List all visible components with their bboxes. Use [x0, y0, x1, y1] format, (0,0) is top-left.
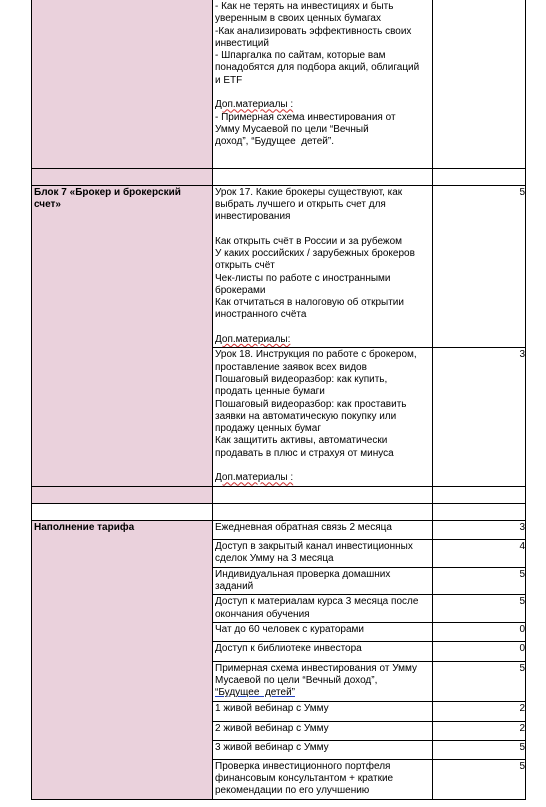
- text-line: Умму Мусаевой по цели “Вечный: [215, 123, 369, 135]
- text-line: Как защитить активы, автоматически: [215, 435, 388, 447]
- value-cell: 3: [433, 348, 526, 486]
- text-line: Доступ к материалам курса 3 месяца после: [215, 596, 419, 608]
- text-line: продать ценные бумаги: [215, 386, 325, 398]
- text-line: 1 живой вебинар с Умму: [215, 702, 329, 714]
- text-line: Мусаевой по цели “Вечный доход”,: [215, 675, 378, 687]
- text-line: финансовым консультантом + краткие: [215, 773, 394, 785]
- tariff-item-cell: [213, 567, 433, 595]
- block-title-cell: Наполнение тарифа: [32, 520, 213, 799]
- tariff-item-cell: [213, 595, 433, 623]
- table-row: [32, 0, 526, 168]
- value-cell: 2: [433, 721, 526, 740]
- text-line: Индивидуальная проверка домашних: [215, 568, 391, 580]
- value-cell: 3: [433, 520, 526, 539]
- text-line: продавать в плюс и страхуя от минуса: [215, 447, 394, 459]
- tariff-item-cell: [213, 721, 433, 740]
- text-line: доход”, “Будущее детей”.: [215, 136, 334, 148]
- text-line: проставление заявок всех видов: [215, 361, 367, 373]
- text-line: [215, 460, 430, 472]
- value-cell: 0: [433, 641, 526, 661]
- block-title-cell: [32, 0, 213, 168]
- text-line: - Как не терять на инвестициях и быть: [215, 1, 394, 12]
- text-line: заявки на автоматическую покупку или: [215, 410, 397, 422]
- text-line: уверенным в своих ценных бумагах: [215, 13, 381, 25]
- spacer-cell: [433, 503, 526, 520]
- text-line: Доступ в закрытый канал инвестиционных: [215, 540, 413, 552]
- text-line: иностранного счёта: [215, 309, 307, 321]
- text-line: [215, 322, 430, 334]
- tariff-item-cell: [213, 622, 433, 641]
- text-line: выбрать лучшего и открыть счет для: [215, 198, 386, 210]
- table-row: [32, 520, 526, 539]
- spacer-cell: [213, 486, 433, 503]
- text-line: Доступ к библиотеке инвестора: [215, 642, 362, 654]
- text-line: -Как анализировать эффективность своих: [215, 25, 412, 37]
- text-line: открыть счёт: [215, 260, 275, 272]
- text-line: окончания обучения: [215, 608, 310, 620]
- text-line: Урок 17. Какие брокеры существуют, как: [215, 186, 403, 198]
- text-line: рекомендации по его улучшению: [215, 785, 370, 797]
- text-line: Ежедневная обратная связь 2 месяца: [215, 521, 392, 533]
- block-title-cell: Блок 7 «Брокер и брокерский счет»: [32, 185, 213, 486]
- value-cell: 5: [433, 567, 526, 595]
- lesson-description-cell: [213, 348, 433, 486]
- value-cell: 5: [433, 185, 526, 348]
- text-line: понадобятся для подбора акций, облигаций: [215, 62, 420, 74]
- text-line: У каких российских / зарубежных брокеров: [215, 247, 415, 259]
- text-line: Урок 18. Инструкция по работе с брокером,: [215, 349, 417, 361]
- spacer-cell: [32, 486, 213, 503]
- spacer-cell: [213, 168, 433, 185]
- lesson-description-cell: [213, 0, 433, 168]
- text-line: Чек-листы по работе с иностранными: [215, 272, 391, 284]
- tariff-item-cell: [213, 759, 433, 799]
- value-cell: 5: [433, 661, 526, 701]
- text-line: Примерная схема инвестирования от Умму: [215, 662, 417, 674]
- text-line: [215, 87, 430, 99]
- spacer-row: [32, 168, 526, 185]
- text-line: заданий: [215, 580, 254, 592]
- value-cell: 0: [433, 622, 526, 641]
- tariff-item-cell: [213, 701, 433, 721]
- tariff-item-cell: [213, 641, 433, 661]
- tariff-item-cell: [213, 520, 433, 539]
- value-cell: [433, 0, 526, 168]
- course-table: [31, 0, 526, 800]
- spacer-cell: [433, 486, 526, 503]
- tariff-item-cell: [213, 740, 433, 759]
- text-line: инвестирования: [215, 211, 291, 223]
- value-cell: 5: [433, 759, 526, 799]
- text-line: инвестиций: [215, 37, 269, 49]
- text-line: Пошаговый видеоразбор: как купить,: [215, 373, 388, 385]
- table-row: [32, 185, 526, 348]
- spacer-row: [32, 486, 526, 503]
- text-line: - Шпаргалка по сайтам, которые вам: [215, 50, 386, 62]
- text-line: “Будущее детей”: [215, 687, 295, 699]
- document-page: [31, 0, 525, 797]
- value-cell: 2: [433, 701, 526, 721]
- text-line: и ETF: [215, 74, 243, 86]
- spacer-cell: [32, 168, 213, 185]
- text-line: 2 живой вебинар с Умму: [215, 722, 329, 734]
- value-cell: 5: [433, 595, 526, 623]
- value-cell: 4: [433, 539, 526, 567]
- spacer-row: [32, 503, 526, 520]
- spacer-cell: [433, 168, 526, 185]
- extra-materials-label: Доп.материалы:: [215, 334, 291, 346]
- tariff-item-cell: [213, 661, 433, 701]
- text-line: брокерами: [215, 284, 266, 296]
- tariff-item-cell: [213, 539, 433, 567]
- text-line: [215, 223, 430, 235]
- spacer-cell: [213, 503, 433, 520]
- text-line: продажу ценных бумаг: [215, 423, 321, 435]
- spacer-cell: [32, 503, 213, 520]
- text-line: Пошаговый видеоразбор: как проставить: [215, 398, 407, 410]
- text-line: сделок Умму на 3 месяца: [215, 552, 334, 564]
- extra-materials-label: Доп.материалы :: [215, 99, 294, 111]
- text-line: Чат до 60 человек с кураторами: [215, 623, 364, 635]
- text-line: - Примерная схема инвестирования от: [215, 111, 396, 123]
- text-line: 3 живой вебинар с Умму: [215, 741, 329, 753]
- text-line: Как открыть счёт в России и за рубежом: [215, 235, 403, 247]
- extra-materials-label: Доп.материалы :: [215, 472, 294, 484]
- value-cell: 5: [433, 740, 526, 759]
- lesson-description-cell: [213, 185, 433, 348]
- text-line: Проверка инвестиционного портфеля: [215, 760, 391, 772]
- text-line: Как отчитаться в налоговую об открытии: [215, 297, 404, 309]
